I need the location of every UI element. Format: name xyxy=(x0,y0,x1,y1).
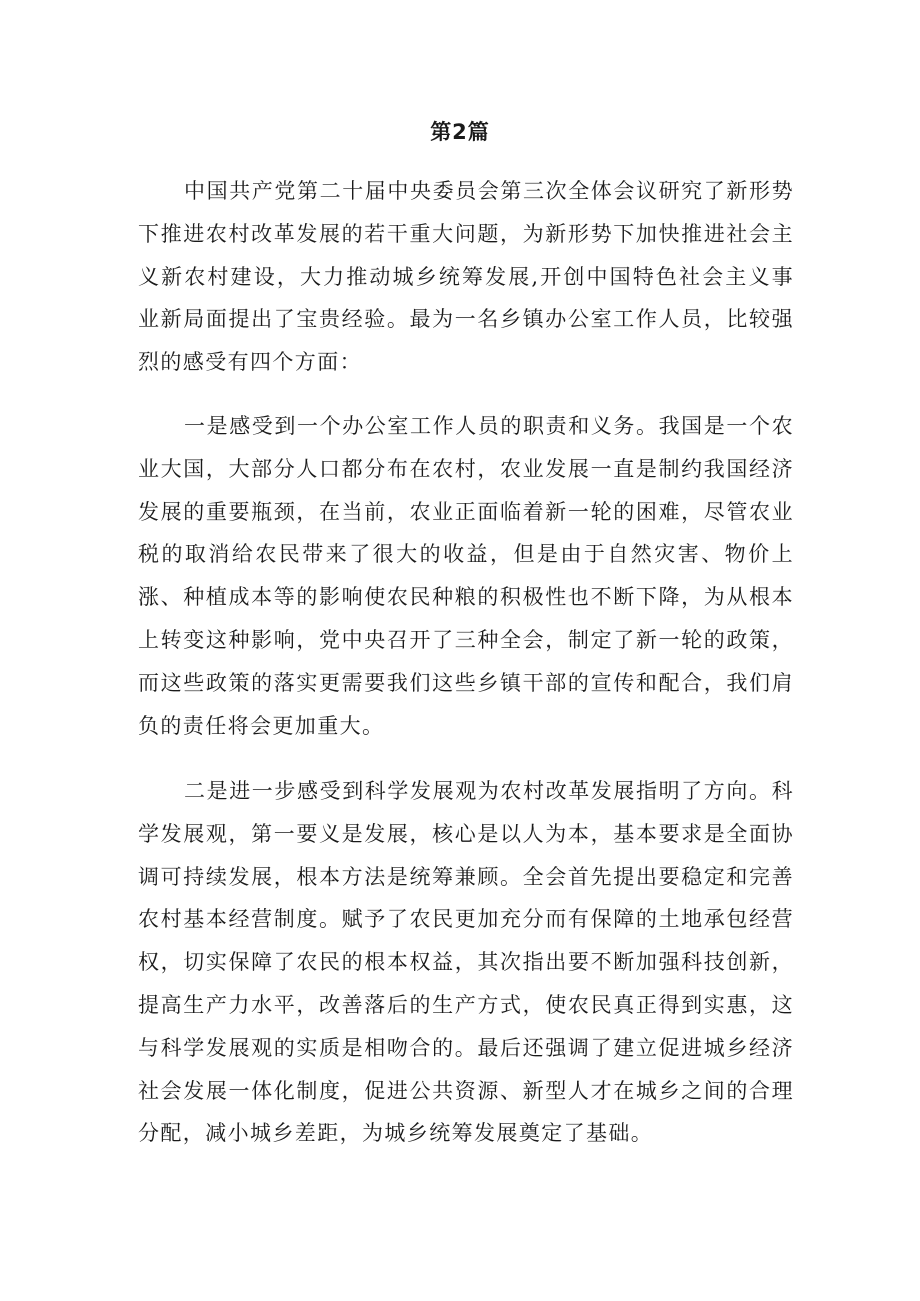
page-title: 第2篇 xyxy=(430,120,490,144)
paragraph-point-one: 一是感受到一个办公室工作人员的职责和义务。我国是一个农业大国，大部分人口都分布在农村，农业发展一直是制约我国经济发展的重要瓶颈，在当前，农业正面临着新一轮的困难，尽管农业税的取消给农民带来了很大的收益，但是由于自然灾害、物价上涨、种植成本等的影响使农民种粮的积极性也不断下降，为从根本上转变这种影响，党中央召开了三种全会，制定了新一轮的政策，而这些政策的落实更需要我们这些乡镇干部的宣传和配合，我们肩负的责任将会更加重大。 xyxy=(138,414,794,738)
paragraph-point-two: 二是进一步感受到科学发展观为农村改革发展指明了方向。科学发展观，第一要义是发展，核心是以人为本，基本要求是全面协调可持续发展，根本方法是统筹兼顾。全会首先提出要稳定和完善农村基本经营制度。赋予了农民更加充分而有保障的土地承包经营权，切实保障了农民的根本权益，其次指出要不断加强科技创新，提高生产力水平，改善落后的生产方式，使农民真正得到实惠，这与科学发展观的实质是相吻合的。最后还强调了建立促进城乡经济社会发展一体化制度，促进公共资源、新型人才在城乡之间的合理分配，减小城乡差距，为城乡统筹发展奠定了基础。 xyxy=(138,779,794,1146)
paragraph-intro: 中国共产党第二十届中央委员会第三次全体会议研究了新形势下推进农村改革发展的若干重大问题，为新形势下加快推进社会主义新农村建设，大力推动城乡统筹发展,开创中国特色社会主义事业新局面提出了宝贵经验。最为一名乡镇办公室工作人员，比较强烈的感受有四个方面： xyxy=(138,179,794,375)
